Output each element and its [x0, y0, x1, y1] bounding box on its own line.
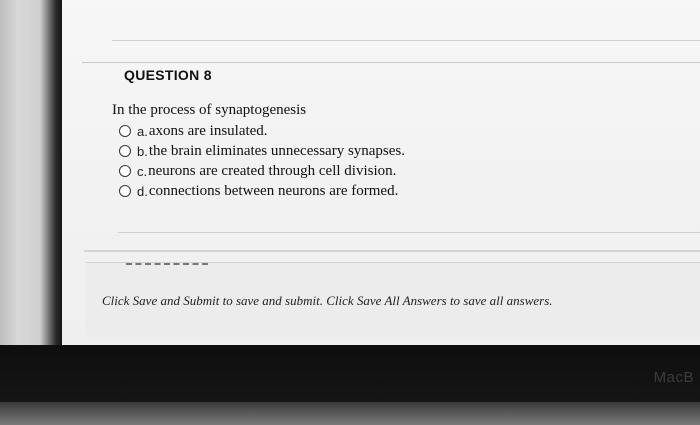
divider	[118, 232, 700, 233]
option-b[interactable]	[119, 141, 405, 161]
divider	[112, 40, 700, 41]
option-letter: c.	[137, 163, 148, 179]
laptop-brand-label: MacB	[653, 369, 694, 386]
dashed-rule	[126, 263, 208, 265]
screen-bezel-left	[0, 0, 62, 345]
radio-button-icon[interactable]	[119, 145, 131, 157]
option-text: neurons are created through cell division.	[148, 162, 397, 179]
option-a[interactable]	[119, 121, 405, 141]
option-d[interactable]	[119, 181, 405, 201]
divider	[84, 250, 700, 252]
save-instructions: Click Save and Submit to save and submit. Click Save All Answers to save all answers.	[102, 293, 553, 308]
quiz-screen	[62, 0, 700, 345]
desk-surface	[0, 402, 700, 425]
divider	[82, 62, 700, 63]
radio-button-icon[interactable]	[119, 185, 131, 197]
option-text: the brain eliminates unnecessary synapses.	[148, 142, 406, 159]
option-text: axons are insulated.	[148, 122, 268, 139]
radio-button-icon[interactable]	[119, 165, 131, 177]
option-c[interactable]	[119, 161, 405, 181]
option-letter: d.	[137, 183, 148, 199]
radio-button-icon[interactable]	[119, 125, 131, 137]
question-prompt: In the process of synaptogenesis	[112, 102, 307, 118]
question-title: QUESTION 8	[124, 67, 212, 83]
option-letter: b.	[137, 143, 148, 159]
option-text: connections between neurons are formed.	[148, 182, 399, 199]
answer-options	[119, 121, 405, 201]
option-letter: a.	[137, 123, 148, 139]
